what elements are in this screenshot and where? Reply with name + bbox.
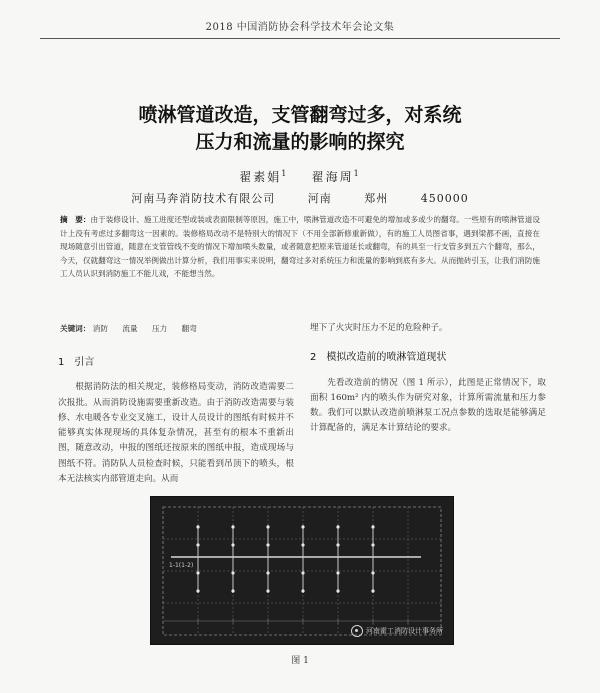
paper-title	[40, 102, 560, 156]
author-affil-mark: 1	[281, 169, 289, 178]
keyword: 压力	[152, 324, 168, 333]
affiliation-postcode: 450000	[420, 192, 469, 205]
column-left	[58, 355, 294, 487]
figure-inner-label: 1-1(1-2)	[169, 562, 194, 569]
author-affil-mark: 1	[353, 169, 361, 178]
abstract-label: 摘 要：	[60, 215, 91, 224]
affiliation	[0, 190, 600, 206]
header-rule	[40, 38, 560, 39]
figure-1-pipe-drawing	[150, 496, 454, 645]
affiliation-city: 郑州	[364, 192, 389, 205]
paper-title-line-2: 压力和流量的影响的探究	[195, 131, 405, 153]
section-paragraph: 根据消防法的相关规定，装修格局变动，消防改造需要二次报批。从而消防设施需要重新改造。由于消防改造需要与装修、水电暖各专业交叉施工，设计人员设计的图纸有时候并不能够真实体现现场的具体复杂情况，甚至有的根本不重新出图，随意改动，申报的图纸还按原来的图纸申报，造成现场与图纸不符。消防队人员检查时候，只能看到吊顶下的喷头，根本无法核实内部管道走向。从而	[58, 382, 294, 485]
author-name: 翟海周	[311, 170, 354, 184]
section-number: 1	[58, 357, 65, 368]
keywords-label: 关键词：	[60, 324, 91, 333]
figure-caption: 图 1	[291, 656, 309, 666]
section-heading	[310, 350, 546, 365]
keyword: 消防	[92, 324, 108, 333]
section-heading	[58, 355, 294, 370]
section-title: 引言	[74, 357, 95, 368]
section-number: 2	[310, 352, 317, 364]
author-name: 翟素娟	[239, 170, 282, 184]
abstract	[60, 213, 540, 281]
watermark-logo-icon	[351, 625, 363, 637]
running-header: 2018 中国消防协会科学技术年会论文集	[205, 22, 395, 33]
pipe-layout-drawing	[151, 497, 453, 644]
section-title: 模拟改造前的喷淋管道现状	[326, 352, 447, 364]
watermark-text: 河南霍工消防设计事务所	[366, 627, 443, 635]
affiliation-org: 河南马奔消防技术有限公司	[131, 192, 276, 205]
affiliation-province: 河南	[307, 192, 332, 205]
paragraph-continuation: 埋下了火灾时压力不足的危险种子。	[310, 323, 448, 333]
author-list	[0, 168, 600, 185]
column-right	[310, 321, 546, 437]
keyword: 流量	[122, 324, 138, 333]
section-paragraph: 先看改造前的情况（图 1 所示），此图是正常情况下，取面积 160m² 内的喷头作为研究对象，计算所需流量和压力参数。我们可以默认改造前喷淋泵工况点参数的选取是能够满足计算配备的，满足本计算结论的要求。	[310, 377, 546, 434]
figure-watermark	[351, 625, 443, 637]
paper-title-line-1: 喷淋管道改造，支管翻弯过多，对系统	[138, 104, 462, 126]
abstract-text: 由于装修设计、施工进度还型或装或表面限制等原因，施工中，喷淋管道改造不可避免的增加或多或少的翻弯。一些原有的喷淋管道设计上没有考虑过多翻弯这一因素的。装修格局改动不是特别大的情况下（不用全部新修重新做），有的施工人员图省事，遇到梁都不画，直接在现场随意引出管道，随意在支管管线不变的情况下增加喷头数量，或者随意把原来管道延长或翻弯，有的具至一行支管多到五六个翻弯，那么，今天，仅就翻弯这一情况举例做出计算分析，我们用事实来说明，翻弯过多对系统压力和流量的影响到底有多大。从而抛砖引玉，让我们消防施工人员认识到消防施工不能儿戏，不能想当然。	[60, 215, 540, 278]
keyword: 翻弯	[181, 324, 197, 333]
